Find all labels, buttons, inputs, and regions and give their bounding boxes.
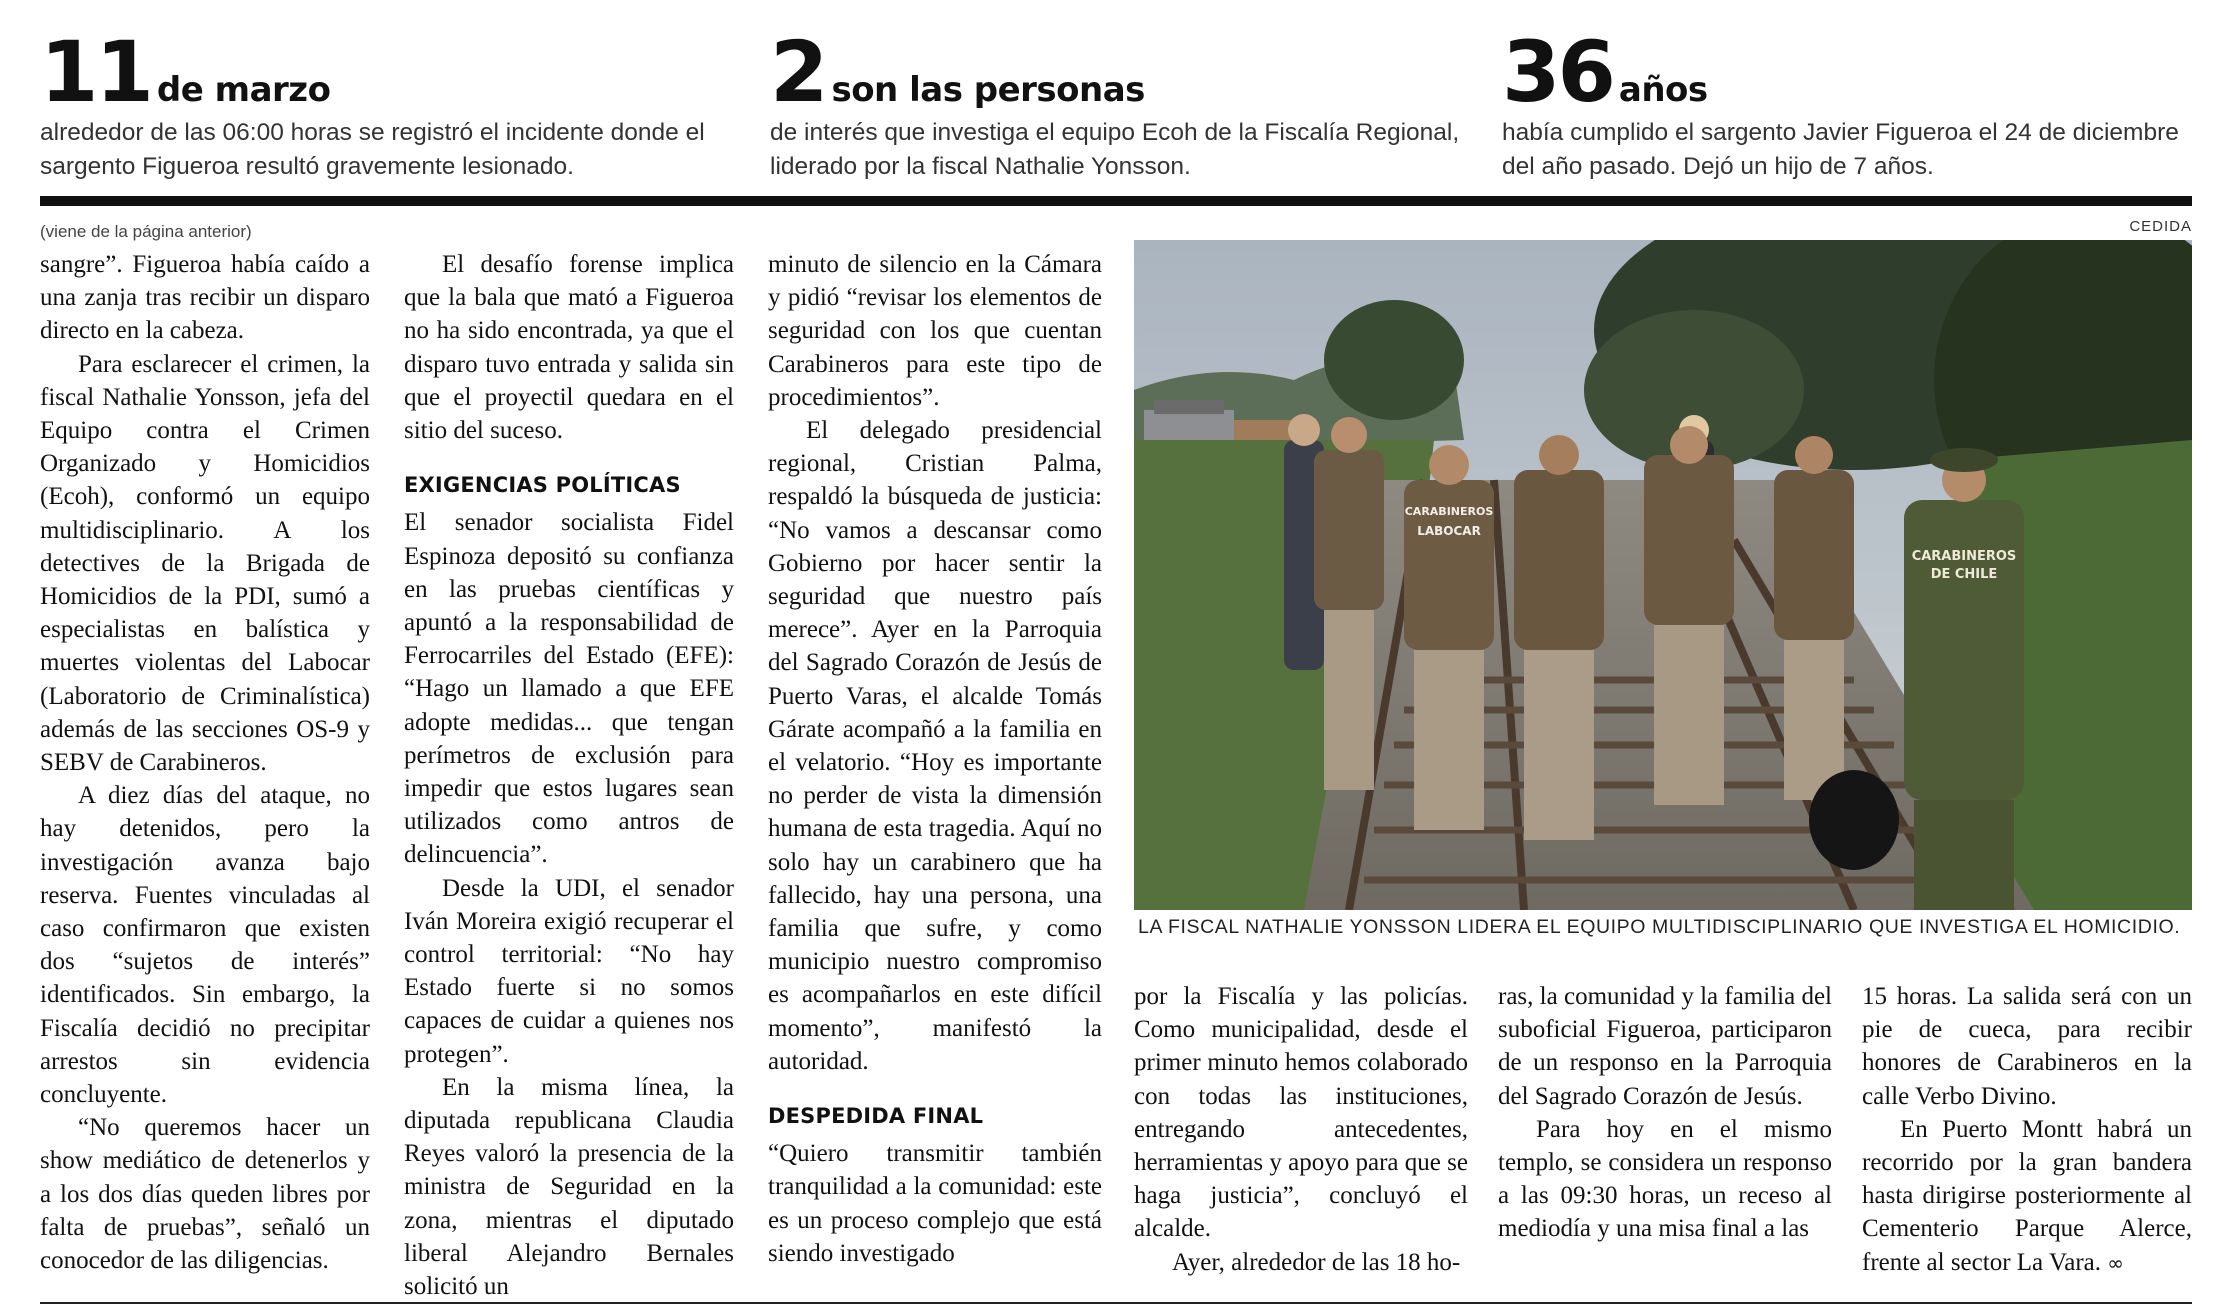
vest-label: CARABINEROS [1404, 505, 1494, 518]
fact-number: 36 [1502, 23, 1613, 121]
fact-description: alrededor de las 06:00 horas se registró el incidente donde el [40, 119, 705, 146]
paragraph: Desde la UDI, el senador Iván Moreira exigió recuperar el control territorial: “No hay Estado fuerte si no somos capaces de cuidar a quienes nos protegen”. [404, 874, 734, 1068]
photo-credit: CEDIDA [2129, 218, 2192, 235]
bottom-divider [40, 1302, 2192, 1304]
fact-unit: años [1618, 70, 1708, 110]
section-heading-political: EXIGENCIAS POLÍTICAS [404, 473, 681, 498]
fact-description: de interés que investiga el equipo Ecoh de la Fiscalía Regional, [770, 119, 1460, 146]
paragraph: Para hoy en el mismo templo, se considera un responso a las 09:30 horas, un receso al mediodía y una misa final a las [1498, 1115, 1832, 1243]
fact-persons [770, 23, 1490, 184]
photo-caption: LA FISCAL NATHALIE YONSSON LIDERA EL EQUIPO MULTIDISCIPLINARIO QUE INVESTIGA EL HOMICIDIO. [1138, 916, 2181, 938]
paragraph: Para esclarecer el crimen, la fiscal Nathalie Yonsson, jefa del Equipo contra el Crimen Organizado y Homicidios (Ecoh), conformó un equipo multidisciplinario. A los detectives de la Brigada de Homicidios de la PDI, sumó a especialistas en balística y muertes violentas del Labocar (Laboratorio de Criminalística) además de las secciones OS-9 y SEBV de Carabineros. [40, 350, 370, 777]
section-heading-farewell: DESPEDIDA FINAL [768, 1104, 984, 1129]
fact-age [1502, 23, 2222, 184]
paragraph: El senador socialista Fidel Espinoza depositó su confianza en las pruebas científicas y apuntó a la responsabilidad de Ferrocarriles del Estado (EFE): “Hago un llamado a que EFE adopte medidas... que tengan perímetros de exclusión para impedir que estos lugares sean utilizados como antros de delincuencia”. [404, 509, 734, 869]
fact-number: 2 [770, 23, 826, 121]
column-1 [40, 248, 370, 1277]
vest-label: CARABINEROS [1911, 549, 2017, 564]
fact-unit: son las personas [831, 70, 1145, 110]
paragraph: minuto de silencio en la Cámara y pidió “revisar los elementos de seguridad con los que cuentan Carabineros para este tipo de procedimientos”. [768, 251, 1102, 411]
paragraph: A diez días del ataque, no hay detenidos, pero la investigación avanza bajo reserva. Fuentes vinculadas al caso confirmaron que existen dos “sujetos de interés” identificados. Sin embargo, la Fiscalía decidió no precipitar arrestos sin evidencia concluyente. [40, 782, 370, 1109]
fact-description: del año pasado. Dejó un hijo de 7 años. [1502, 153, 1934, 180]
paragraph: Ayer, alrededor de las 18 ho- [1172, 1248, 1461, 1276]
paragraph: ras, la comunidad y la familia del suboficial Figueroa, participaron de un responso en la Parroquia del Sagrado Corazón de Jesús. [1498, 983, 1832, 1110]
paragraph: 15 horas. La salida será con un pie de cueca, para recibir honores de Carabineros en la calle Verbo Divino. [1862, 983, 2192, 1110]
column-2 [404, 248, 734, 1303]
fact-description: había cumplido el sargento Javier Figueroa el 24 de diciembre [1502, 119, 2179, 146]
top-divider [40, 196, 2192, 206]
paragraph: El desafío forense implica que la bala que mató a Figueroa no ha sido encontrada, ya que el disparo tuvo entrada y salida sin que el proyectil quedara en el sitio del suceso. [404, 251, 734, 445]
paragraph: En la misma línea, la diputada republicana Claudia Reyes valoró la presencia de la ministra de Seguridad en la zona, mientras el diputado liberal Alejandro Bernales solicitó un [404, 1073, 734, 1301]
column-4 [1134, 980, 1468, 1279]
vest-label: LABOCAR [1417, 524, 1481, 538]
fact-unit: de marzo [156, 70, 331, 110]
paragraph: “No queremos hacer un show mediático de detenerlos y a los dos días queden libres por falta de pruebas”, señaló un conocedor de las diligencias. [40, 1114, 370, 1275]
column-3 [768, 248, 1102, 1270]
paragraph: “Quiero transmitir también tranquilidad a la comunidad: este es un proceso complejo que está siendo investigado [768, 1140, 1102, 1267]
fact-description: liderado por la fiscal Nathalie Yonsson. [770, 153, 1191, 180]
continued-note: (viene de la página anterior) [40, 222, 252, 241]
news-photo [1134, 240, 2192, 910]
paragraph: En Puerto Montt habrá un recorrido por la gran bandera hasta dirigirse posteriormente al Cementerio Parque Alerce, frente al sector La Vara. [1862, 1115, 2192, 1276]
column-6 [1862, 980, 2192, 1280]
end-mark-icon: ∞ [2107, 1250, 2124, 1275]
fact-description: sargento Figueroa resultó gravemente lesionado. [40, 153, 574, 180]
paragraph: por la Fiscalía y las policías. Como municipalidad, desde el primer minuto hemos colaborado con todas las instituciones, entregando antecedentes, herramientas y apoyo para que se haga justicia”, concluyó el alcalde. [1134, 983, 1468, 1243]
fact-number: 11 [40, 23, 151, 121]
paragraph: sangre”. Figueroa había caído a una zanja tras recibir un disparo directo en la cabeza. [40, 251, 370, 345]
paragraph: El delegado presidencial regional, Cristian Palma, respaldó la búsqueda de justicia: “No vamos a descansar como Gobierno por hacer sentir la seguridad que nuestro país merece”. Ayer en la Parroquia del Sagrado Corazón de Jesús de Puerto Varas, el alcalde Tomás Gárate acompañó a la familia en el velatorio. “Hoy es importante no perder de vista la dimensión humana de esta tragedia. Aquí no solo hay un carabinero que ha fallecido, hay una persona, una familia que sufre, y como municipio nuestro compromiso es acompañarlos en este difícil momento”, manifestó la autoridad. [768, 417, 1102, 1075]
vest-label: DE CHILE [1930, 567, 1998, 582]
fact-date [40, 23, 760, 184]
column-5 [1498, 980, 1832, 1246]
